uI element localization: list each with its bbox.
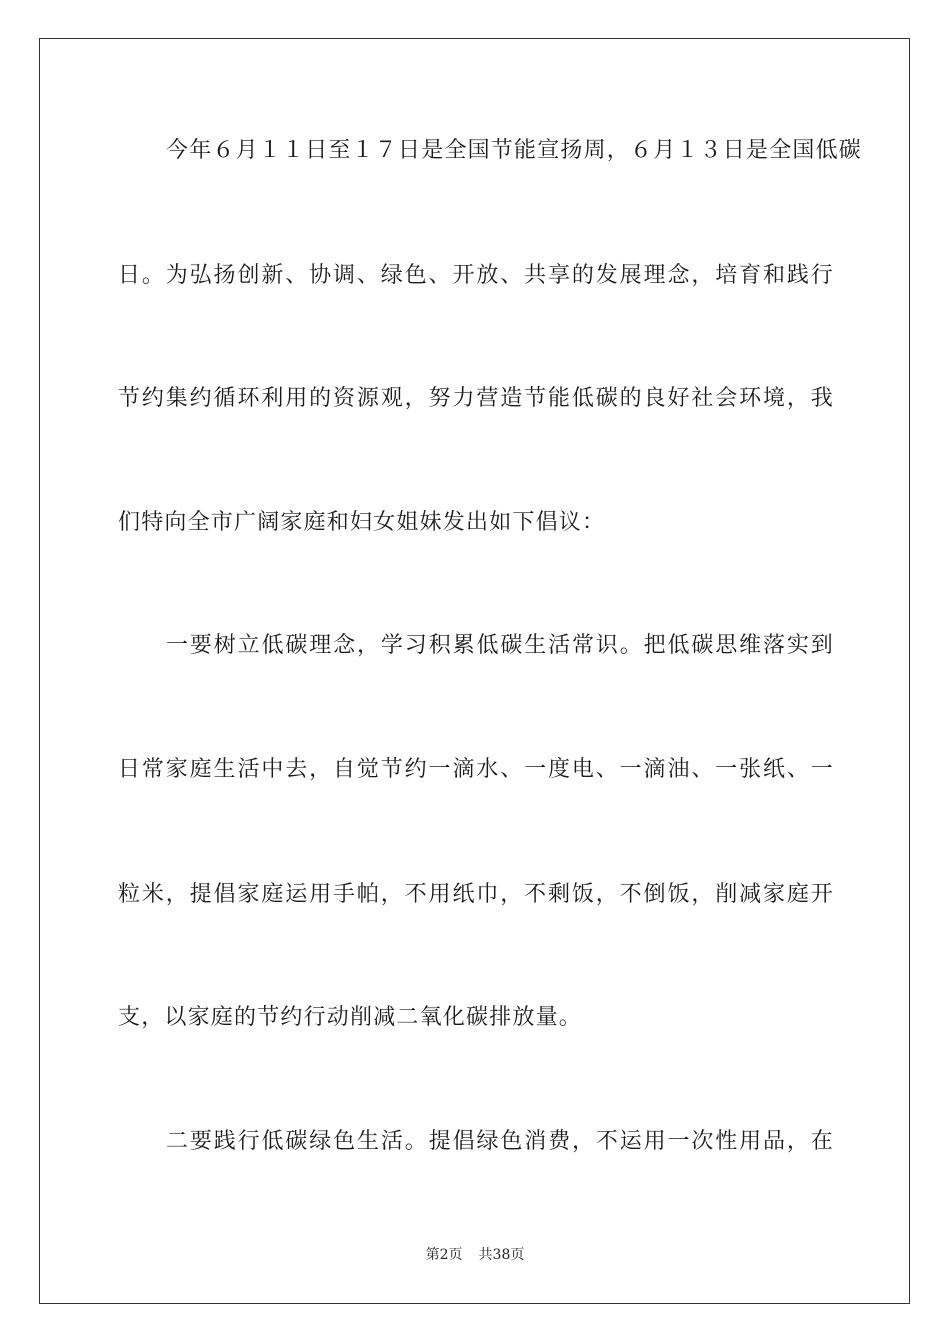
page-footer — [0, 1246, 950, 1264]
body-line-5: 一要树立低碳理念，学习积累低碳生活常识。把低碳思维落实到 — [166, 633, 834, 658]
body-line-8: 支，以家庭的节约行动削减二氧化碳排放量。 — [118, 1005, 583, 1030]
body-line-9: 二要践行低碳绿色生活。提倡绿色消费，不运用一次性用品，在 — [166, 1129, 834, 1154]
body-line-2: 日。为弘扬创新、协调、绿色、开放、共享的发展理念，培育和践行 — [118, 263, 834, 288]
page-number: 第2页 — [425, 1247, 463, 1263]
body-line-7: 粒米，提倡家庭运用手帕，不用纸巾，不剩饭，不倒饭，削减家庭开 — [118, 882, 834, 907]
page-border — [39, 38, 910, 1304]
body-line-1: 今年６月１１日至１７日是全国节能宣扬周，６月１３日是全国低碳 — [166, 138, 863, 163]
body-line-6: 日常家庭生活中去，自觉节约一滴水、一度电、一滴油、一张纸、一 — [118, 757, 834, 782]
page-total: 共38页 — [478, 1247, 525, 1263]
body-line-4: 们特向全市广阔家庭和妇女姐妹发出如下倡议： — [118, 510, 606, 535]
body-line-3: 节约集约循环利用的资源观，努力营造节能低碳的良好社会环境，我 — [118, 386, 834, 411]
